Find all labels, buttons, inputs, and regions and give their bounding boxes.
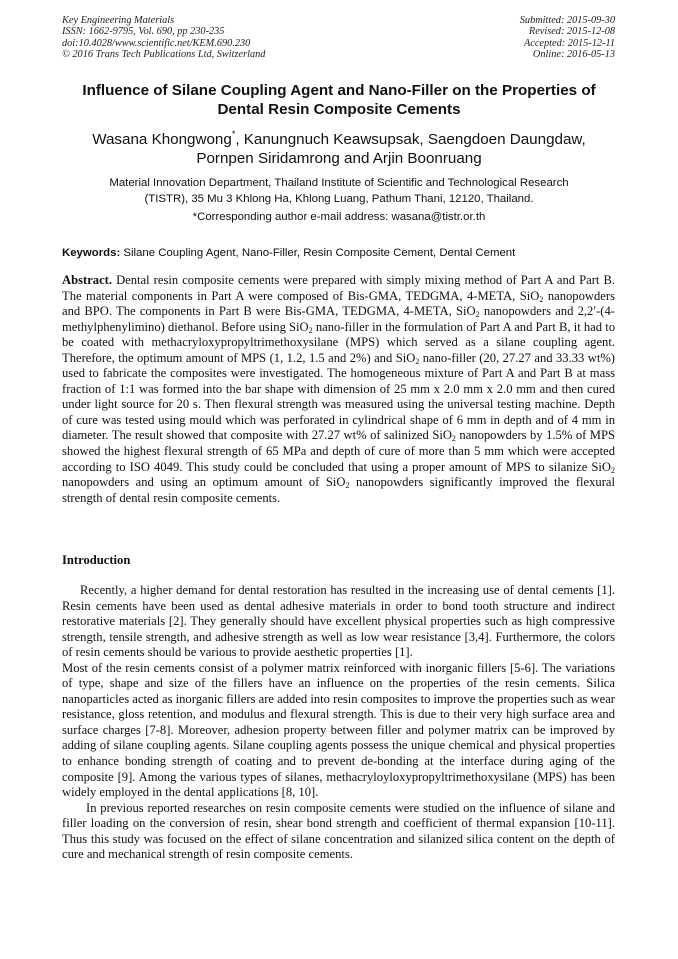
affiliation-line-1: Material Innovation Department, Thailand Institute of Scientific and Technological Research: [109, 177, 569, 189]
authors-rest: , Kanungnuch Keawsupsak, Saengdoen Daungdaw,: [235, 131, 586, 148]
title-line-1: Influence of Silane Coupling Agent and Nano-Filler on the Properties of: [82, 82, 596, 99]
abstract-label: Abstract.: [62, 273, 113, 287]
author-list: [40, 130, 638, 168]
keywords: [62, 246, 515, 261]
sio2-formula: SiO$_2$: [325, 475, 350, 491]
sio2-formula: SiO$_2$: [591, 459, 615, 475]
sio2-formula: SiO$_2$: [432, 428, 456, 444]
introduction-body: [62, 583, 615, 863]
sio2-formula: SiO$_2$: [289, 319, 313, 335]
title-line-2: Dental Resin Composite Cements: [217, 101, 461, 118]
authors-line-1: [40, 130, 638, 149]
keywords-label: Keywords:: [62, 247, 121, 259]
intro-paragraph-1: Recently, a higher demand for dental restoration has resulted in the increasing use of dental cements [1]. Resin cements have been used as dental adhesive materials in order to bond tooth structure and indirect restorative materials [2]. They generally should have excellent physical properties such as high compressive strength, tensile strength, and adhesive strength as well as low wear resistance [3,4]. Furthermore, the colors of resin cements should be various to provide aesthetic properties [1].: [62, 583, 615, 660]
section-heading-introduction: Introduction: [62, 553, 131, 567]
journal-name: Key Engineering Materials: [62, 15, 175, 26]
date-submitted: Submitted: 2015-09-30: [519, 15, 615, 26]
paper-title: [40, 81, 638, 119]
journal-issn: ISSN: 1662-9795, Vol. 690, pp 230-235: [62, 26, 225, 38]
affiliation: [40, 176, 638, 207]
journal-doi: doi:10.4028/www.scientific.net/KEM.690.230: [62, 37, 251, 49]
intro-paragraph-2: Most of the resin cements consist of a polymer matrix reinforced with inorganic fillers [5-6]. The variations of type, shape and size of the fillers have an influence on the properties of the resin cements. Silica nanoparticles acted as inorganic fillers are added into resin composites to improve the properties such as wear resistance, gloss retention, and modulus and flexural strength. This is due to their very high surface area and surface charges [7-8]. Moreover, adhesion property between filler and polymer matrix can be improved by adding of silane coupling agents. Silane coupling agents possess the unique chemical and physical properties to enhance bonding strength of coating and to prevent de-bonding at the interface during aging of the composite [9]. Among the various types of silanes, methacryloyloxypropyltrimethoxysilane (MPS) has been widely employed in the dental applications [8, 10].: [62, 660, 616, 800]
sio2-formula: SiO$_2$: [456, 304, 480, 320]
corresponding-author: *Corresponding author e-mail address: wasana@tistr.or.th: [192, 211, 486, 223]
authors-line-2: Pornpen Siridamrong and Arjin Boonruang: [196, 150, 482, 167]
journal-info: [62, 15, 265, 61]
abstract: Abstract. Dental resin composite cements were prepared with simply mixing method of Part A and Part B. The material components in Part A were composed of Bis-GMA, TEDGMA, 4-META, SiO$_2$ nanopowders and BPO. The components in Part B were Bis-GMA, TEDGMA, 4-META, SiO$_2$ nanopowders and 2,2′-(4-methylphenylimino) diethanol. Before using SiO$_2$ nano-filler in the formulation of Part A and Part B, it had to be coated with methacryloxypropyltrimethoxysilane (MPS) which served as a silane coupling agent. Therefore, the optimum amount of MPS (1, 1.2, 1.5 and 2%) and SiO$_2$ nano-filler (20, 27.27 and 33.33 wt%) used to fabricate the composites were investigated. The homogeneous mixture of Part A and Part B at mass fraction of 1:1 was formed into the bar shape with dimension of 25 mm x 2.0 mm x 2.0 mm and then cured under light source for 20 s. Then flexural strength was measured using the universal testing machine. Depth of cure was tested using mould which was perforated in cylindrical shape of 6 mm in depth and of 4 mm in diameter. The result showed that composite with 27.27 wt% of salinized SiO$_2$ nanopowders by 1.5% of MPS showed the highest flexural strength of 65 MPa and depth of cure of more than 5 mm which were accepted according to ISO 4049. This study could be concluded that using a proper amount of MPS to silanize SiO$_2$ nanopowders and using an optimum amount of SiO$_2$ nanopowders significantly improved the flexural strength of dental resin composite cements.: [62, 273, 616, 505]
journal-copyright: © 2016 Trans Tech Publications Ltd, Switzerland: [62, 49, 266, 61]
date-online: Online: 2016-05-13: [532, 49, 615, 61]
corresponding-mark: *: [231, 129, 236, 139]
keywords-text: Silane Coupling Agent, Nano-Filler, Resin Composite Cement, Dental Cement: [120, 247, 516, 259]
sio2-formula: SiO$_2$: [395, 350, 420, 366]
affiliation-line-2: (TISTR), 35 Mu 3 Khlong Ha, Khlong Luang, Pathum Thani, 12120, Thailand.: [144, 192, 534, 205]
intro-paragraph-3: In previous reported researches on resin composite cements were studied on the influence of silane and filler loading on the conversion of resin, shear bond strength and coefficient of thermal expansion [10-11]. Thus this study was focused on the effect of silane concentration and silanized silica content on the depth of cure and mechanical strength of resin composite cements.: [62, 800, 615, 862]
sio2-formula: SiO$_2$: [519, 288, 544, 304]
date-accepted: Accepted: 2015-12-11: [523, 37, 615, 49]
publication-dates: [520, 15, 615, 61]
author-first: Wasana Khongwong: [92, 131, 232, 148]
date-revised: Revised: 2015-12-08: [528, 26, 615, 38]
